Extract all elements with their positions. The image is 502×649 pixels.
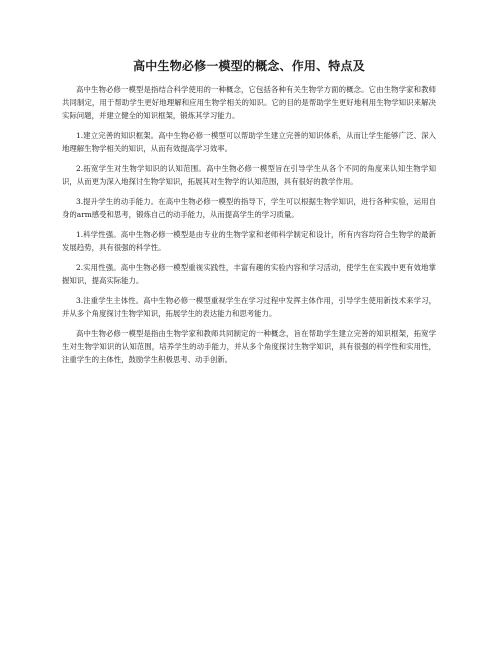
role-paragraph-3: 3.提升学生的动手能力。在高中生物必修一模型的指导下，学生可以根据生物学知识，进行各种实验，运用自身的arm感受和思考，锻炼自己的动手能力，从而提高学生的学习质量。 (62, 197, 436, 219)
document-title: 高中生物必修一模型的概念、作用、特点及 (133, 59, 365, 73)
feature-paragraph-3: 3.注重学生主体性。高中生物必修一模型重视学生在学习过程中发挥主体作用，引导学生使用新技术来学习，并从多个角度探讨生物学知识，拓展学生的表达能力和思考能力。 (62, 296, 436, 318)
feature-paragraph-2: 2.实用性强。高中生物必修一模型重视实践性，丰富有趣的实验内容和学习活动，使学生在实践中更有效地掌握知识，提高实际能力。 (62, 263, 436, 285)
role-paragraph-2: 2.拓宽学生对生物学知识的认知范围。高中生物必修一模型旨在引导学生从各个不同的角度来认知生物学知识，从而更为深入地探讨生物学知识，拓展其对生物学的认知范围，具有很好的教学作用。 (62, 164, 436, 186)
intro-paragraph: 高中生物必修一模型是指结合科学使用的一种概念，它包括各种有关生物学方面的概念。它由生物学家和教师共同制定，用于帮助学生更好地理解和应用生物学相关的知识。它的目的是帮助学生更好地利用生物学知识来解决实际问题，并建立健全的知识框架，锻炼其学习能力。 (62, 85, 436, 120)
feature-paragraph-1: 1.科学性强。高中生物必修一模型是由专业的生物学家和老师科学制定和设计，所有内容均符合生物学的最新发展趋势，具有很强的科学性。 (62, 230, 436, 252)
summary-paragraph: 高中生物必修一模型是指由生物学家和教师共同制定的一种概念，旨在帮助学生建立完善的知识框架，拓宽学生对生物学知识的认知范围，培养学生的动手能力，并从多个角度探讨生物学知识，具有很强的科学性和实用性，注重学生的主体性，鼓励学生积极思考、动手创新。 (62, 329, 436, 364)
role-paragraph-1: 1.建立完善的知识框架。高中生物必修一模型可以帮助学生建立完善的知识体系，从而让学生能够广泛、深入地理解生物学相关的知识，从而有效提高学习效率。 (62, 131, 436, 153)
